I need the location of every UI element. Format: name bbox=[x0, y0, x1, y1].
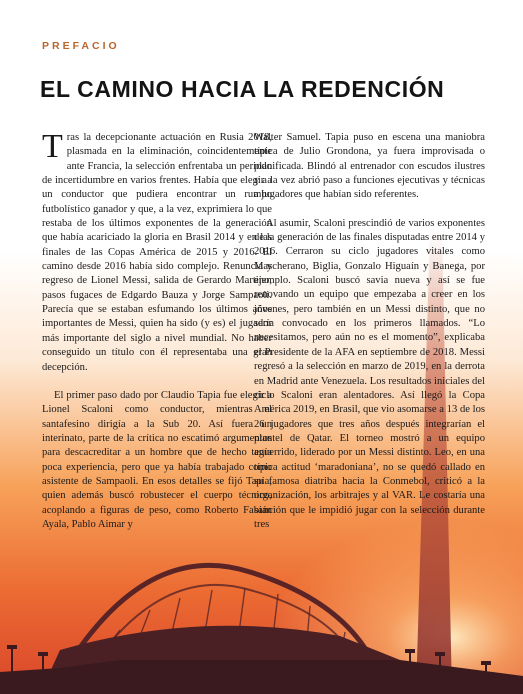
paragraph bbox=[42, 128, 272, 375]
paragraph: Walter Samuel. Tapia puso en escena una maniobra típica de Julio Grondona, ya fuera improvisada o planificada. Blindó al entrenador con escudos ilustres y a la vez abrió paso a funciones ejecutivas y técnicas a jugadores que habían sido referentes. bbox=[254, 132, 485, 201]
drop-cap: T bbox=[42, 128, 63, 165]
paragraph: El primer paso dado por Claudio Tapia fue elegir a Lionel Scaloni como conductor, mientras el santafesino dirigía a la Sub 20. Así fuera un interinato, parte de la crítica no escatimó argumentos para descacreditar a un hombre que de hecho tenía poca experiencia, pero que ya había trabajado como asistente de Sampaoli. En esos detalles se fijó Tapia, quien además buscó robustecer el cuerpo técnico, acoplando a figuras de peso, como Roberto Fabián Ayala, Pablo Aimar y bbox=[42, 389, 272, 530]
text-column-right bbox=[254, 131, 485, 546]
paragraph: Al asumir, Scaloni prescindió de varios exponentes de la generación de las finales disputadas entre 2014 y 2016. Cerraron su ciclo jugadores vitales como Mascherano, Biglia, Gonzalo Higuaín y Banega, por ejemplo. Scaloni buscó savia nueva y así se fue renovando un equipo que empezaba a creer en los jóvenes, pero también en un Messi distinto, que no sería convocado en los primeros llamados. “Lo necesitamos, pero aún no es el momento”, explicaba el Presidente de la AFA en septiembre de 2018. Messi regresó a la selección en marzo de 2019, en la derrota en Madrid ante Venezuela. Los resultados iniciales del ciclo Scaloni eran alentadores. Así llegó la Copa América 2019, en Brasil, que vio asomarse a 13 de los 26 jugadores que tres años después integrarían el plantel de Qatar. El torneo mostró a un equipo aguerrido, liderado por un Messi distinto. Leo, en una típica actitud ‘maradoniana’, no se quedó callado en su famosa diatriba hacia la Conmebol, criticó a la organización, los arbitrajes y al VAR. Le costaría una sanción que le impidió jugar con la selección durante tres bbox=[254, 217, 485, 530]
paragraph-text: ras la decepcionante actuación en Rusia 2018, plasmada en la eliminación, coincidentemente ante Francia, la selección enfrentaba un periodo de incertidumbre en varios frentes. Había que elegir a un conductor que pudiera encontrar un rumbo futbolístico ganador y que, a la vez, exprimiera lo que restaba de los últimos exponentes de la generación que había acariciado la gloria en Brasil 2014 y en las finales de las Copas América de 2015 y 2016. El camino desde 2016 había sido complejo. Renuncia y regreso de Lionel Messi, salida de Gerardo Martino, pasos fugaces de Edgardo Bauza y Jorge Sampaoli. Parecía que se estaban esfumando los últimos años importantes de Messi, quien ha sido (y es) el jugador más importante del siglo a nivel mundial. No haber conseguido un título con él representaba una gran decepción. bbox=[42, 132, 272, 373]
text-column-left bbox=[42, 128, 272, 546]
chapter-title: EL CAMINO HACIA LA REDENCIÓN bbox=[40, 76, 445, 102]
section-label: PREFACIO bbox=[42, 40, 120, 52]
